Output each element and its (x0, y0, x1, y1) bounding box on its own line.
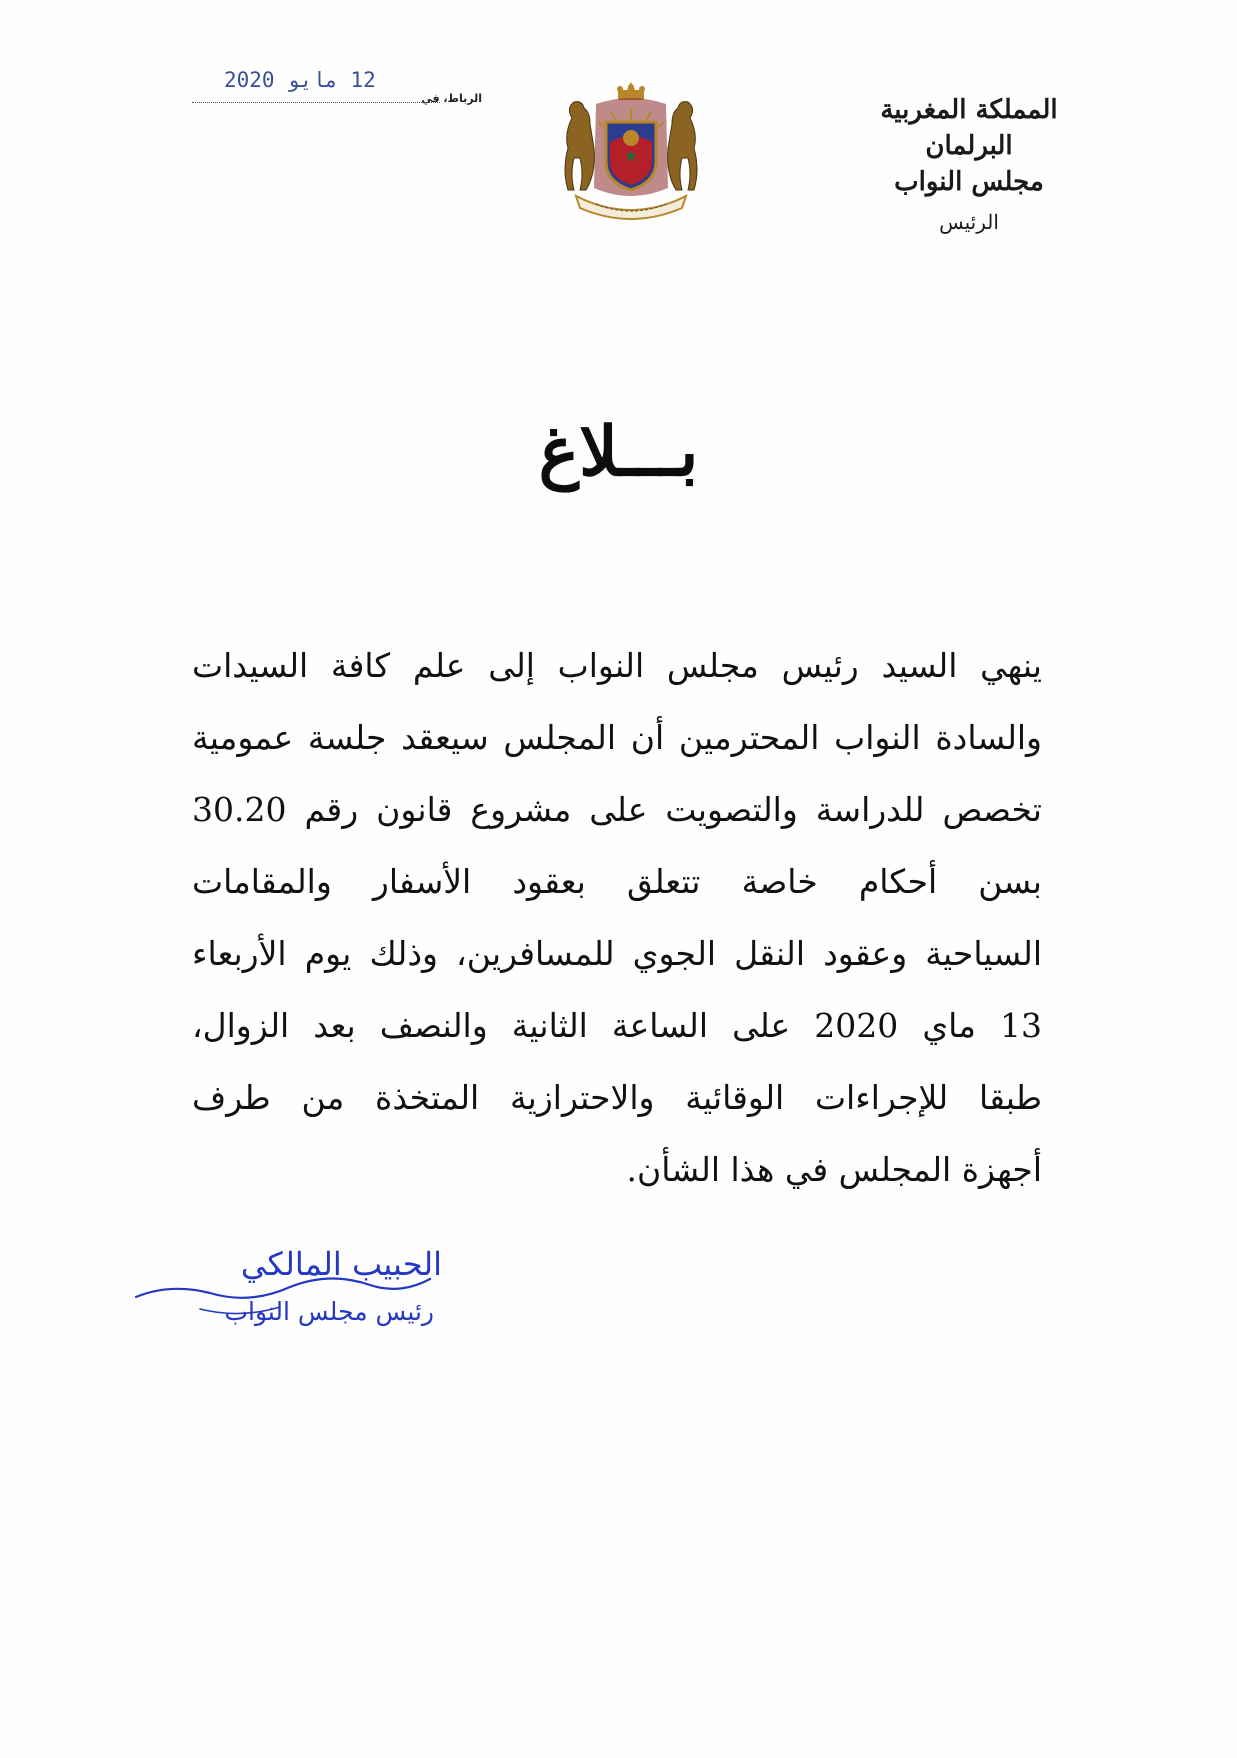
date-line (192, 64, 482, 114)
body-line: السياحية وعقود النقل الجوي للمسافرين، وذلك يوم الأربعاء (192, 934, 1042, 973)
date-stamp: 12 مايو 2020 (224, 68, 376, 92)
signatory-name: الحبيب المالكي (240, 1245, 442, 1283)
document-body (192, 630, 1042, 1206)
parliament-name: البرلمان (925, 131, 1013, 161)
body-line: أجهزة المجلس في هذا الشأن. (626, 1150, 1042, 1189)
office-name: الرئيس (939, 210, 999, 234)
body-line: 13 ماي 2020 على الساعة الثانية والنصف بعد الزوال، (192, 1006, 1042, 1045)
document-title: بـــلاغ (538, 412, 699, 492)
body-line: بسن أحكام خاصة تتعلق بعقود الأسفار والمقامات (192, 862, 1042, 901)
kingdom-name: المملكة المغربية (880, 95, 1058, 125)
chamber-name: مجلس النواب (894, 167, 1044, 197)
signatory-title: رئيس مجلس النواب (224, 1297, 434, 1326)
body-line: تخصص للدراسة والتصويت على مشروع قانون رقم 30.20 (192, 790, 1042, 829)
date-dotted-rule (192, 102, 440, 103)
moroccan-coat-of-arms-icon (556, 78, 706, 228)
signature-block (130, 1235, 460, 1355)
body-line: طبقا للإجراءات الوقائية والاحترازية المتخذة من طرف (192, 1078, 1042, 1117)
body-line: ينهي السيد رئيس مجلس النواب إلى علم كافة السيدات (192, 646, 1042, 685)
body-line: والسادة النواب المحترمين أن المجلس سيعقد جلسة عمومية (192, 718, 1042, 757)
institution-header (849, 92, 1089, 240)
date-label: الرباط، في (421, 92, 482, 105)
